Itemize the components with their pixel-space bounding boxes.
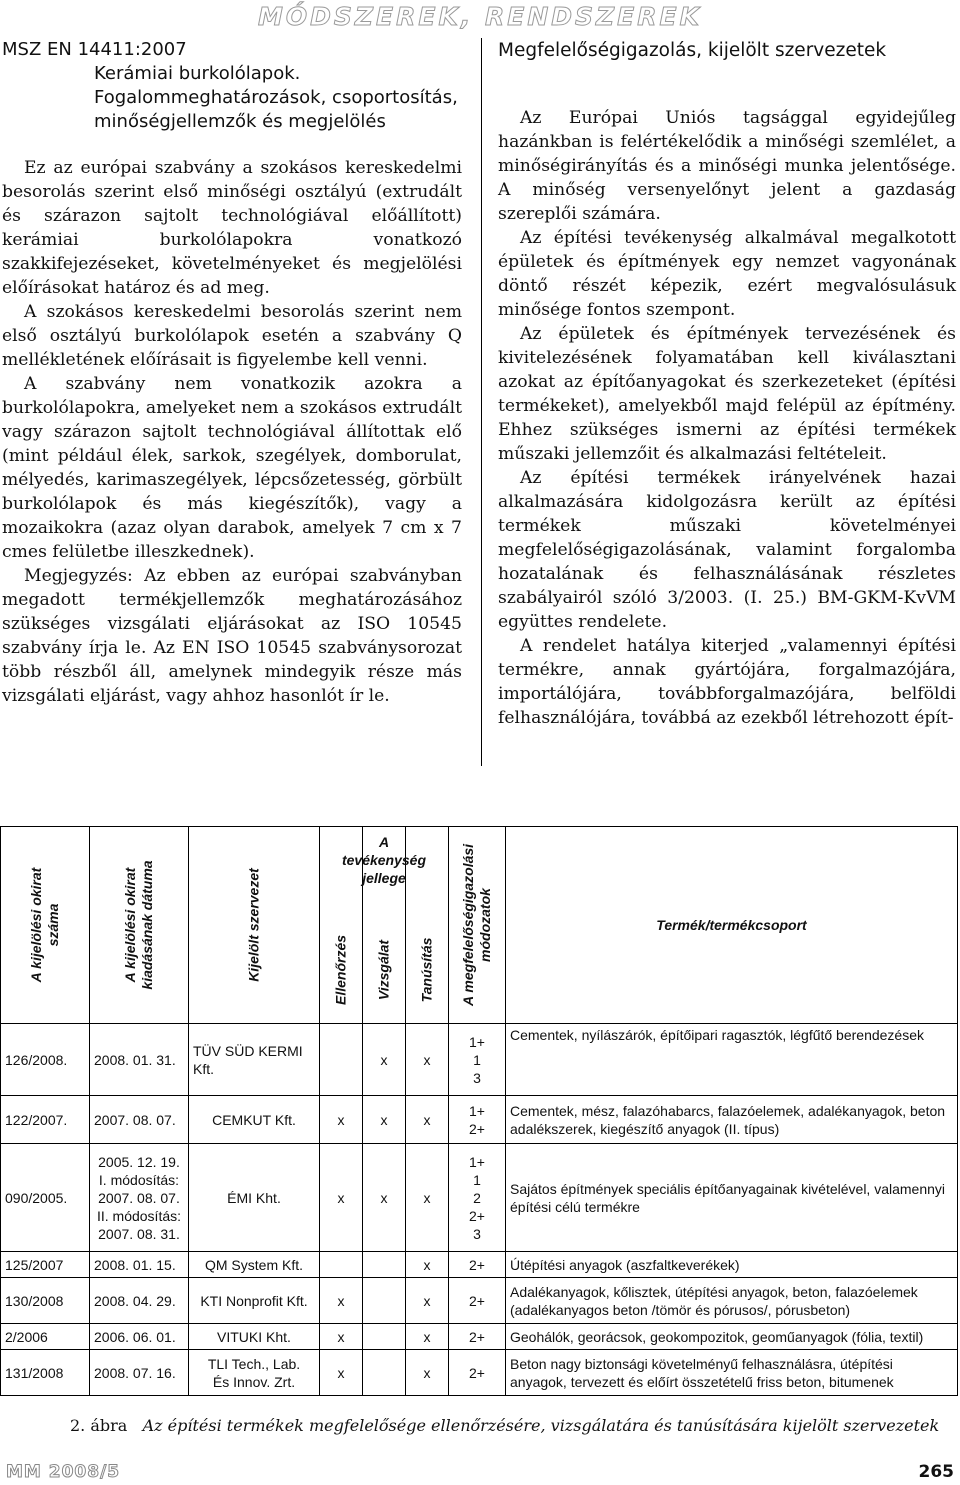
cell-modes: 1+ 1 2 2+ 3 [449,1144,506,1252]
caption-text: Az építési termékek megfelelősége ellenőrzésére, vizsgálatára és tanúsítására kijelölt szervezetek [142,1416,940,1435]
cell-inspection: x [320,1096,363,1144]
right-column [498,38,956,730]
cell-inspection: x [320,1350,363,1396]
cell-modes: 2+ [449,1278,506,1324]
right-paragraph-4: Az építési termékek irányelvének hazai alkalmazására kidolgozásra került az építési termékek műszaki követelményei megfelelőségigazolásának, valamint forgalomba hozatalának és felhasználásának részletes szabályairól szóló 3/2003. (I. 25.) BM-GKM-KvVM együttes rendelete. [498,468,956,632]
cell-testing [363,1278,406,1324]
cell-modes: 2+ [449,1252,506,1278]
cell-product: Cementek, mész, falazóhabarcs, falazóelemek, adalékanyagok, beton adalékszerek, kiegészítő anyagok (II. típus) [506,1096,958,1144]
header-modes: A megfelelőségigazolási módozatok [449,827,506,1024]
cell-modes: 1+ 1 3 [449,1024,506,1096]
cell-number: 131/2008 [1,1350,90,1396]
table-row [1,1024,958,1096]
cell-modes: 2+ [449,1324,506,1350]
left-paragraph-3: A szabvány nem vonatkozik azokra a burkolólapokra, amelyeket nem a szokásos extrudált vagy szárazon sajtolt technológiával állítottak elő (mint például élek, sarkok, szegélyek, domborulat, mélyedés, karimaszegélyek, lépcsőzetesség, görbült burkolólapok és más kiegészítők), vagy a mozaikokra (azaz olyan darabok, amelyek 7 cm x 7 cmes felületbe illeszkednek). [2,374,462,562]
notified-bodies-table [0,826,958,1396]
header-activity-group: A tevékenység jellege [341,834,427,886]
cell-date: 2008. 01. 31. [90,1024,189,1096]
header-date: A kijelölési okirat kiadásának dátuma [90,827,189,1024]
cell-testing: x [363,1024,406,1096]
table-row [1,1096,958,1144]
header-certification: Tanúsítás [406,827,449,1024]
cell-product: Cementek, nyílászárók, építőipari ragasztók, légfűtő berendezések [506,1024,958,1096]
cell-product: Geohálók, georácsok, geokompozitok, geoműanyagok (fólia, textil) [506,1324,958,1350]
cell-body: TÜV SÜD KERMI Kft. [189,1024,320,1096]
right-paragraph-5: A rendelet hatálya kiterjed „valamennyi építési termékre, annak gyártójára, forgalmazójára, importálójára, továbbforgalmazójára, belföldi felhasználójára, továbbá az ezekből létrehozott épít- [498,636,956,728]
cell-number: 2/2006 [1,1324,90,1350]
header-inspection: Ellenőrzés [320,827,363,1024]
cell-inspection: x [320,1144,363,1252]
left-column [2,38,462,708]
right-heading: Megfelelőségigazolás, kijelölt szervezetek [498,40,887,61]
cell-inspection [320,1252,363,1278]
cell-date: 2008. 01. 15. [90,1252,189,1278]
header-testing: A tevékenység jellege Vizsgálat [363,827,406,1024]
cell-certification: x [406,1278,449,1324]
table-row [1,1278,958,1324]
table-row [1,1350,958,1396]
caption-label: 2. ábra [70,1416,128,1435]
left-paragraph-4: Megjegyzés: Az ebben az európai szabványban megadott termékjellemzők meghatározásához szükséges vizsgálati eljárásokat az ISO 10545 szabvány írja le. Az EN ISO 10545 szabványsorozat több részből áll, amelynek mindegyik része más vizsgálati eljárást, vagy ahhoz hasonlót ír le. [2,566,462,706]
cell-certification: x [406,1324,449,1350]
header-product: Termék/termékcsoport [506,827,958,1024]
header-number: A kijelölési okirat száma [1,827,90,1024]
cell-date: 2008. 04. 29. [90,1278,189,1324]
journal-footer: MM 2008/5 [6,1462,121,1482]
cell-date: 2007. 08. 07. [90,1096,189,1144]
column-divider [481,38,482,766]
cell-date: 2006. 06. 01. [90,1324,189,1350]
table-header-row [1,827,958,1024]
table-row [1,1324,958,1350]
standard-title: Kerámiai burkolólapok. Fogalommeghatározások, csoportosítás, minőségjellemzők és megjelölés [94,63,458,132]
cell-body: VITUKI Kht. [189,1324,320,1350]
cell-number: 130/2008 [1,1278,90,1324]
cell-testing: x [363,1144,406,1252]
cell-testing [363,1324,406,1350]
cell-body: QM System Kft. [189,1252,320,1278]
cell-body: KTI Nonprofit Kft. [189,1278,320,1324]
cell-number: 126/2008. [1,1024,90,1096]
cell-inspection: x [320,1324,363,1350]
cell-certification: x [406,1252,449,1278]
page-number: 265 [918,1462,954,1482]
cell-number: 125/2007 [1,1252,90,1278]
cell-testing [363,1350,406,1396]
figure-caption [70,1416,939,1435]
cell-modes: 1+ 2+ [449,1096,506,1144]
right-paragraph-1: Az Európai Uniós tagsággal egyidejűleg hazánkban is felértékelődik a minőségi szemlélet, a minőségirányítás és a minőségi munka jelentősége. A minőség versenyelőnyt jelent a gazdaság szereplői számára. [498,108,956,224]
cell-body: ÉMI Kht. [189,1144,320,1252]
cell-number: 122/2007. [1,1096,90,1144]
cell-inspection [320,1024,363,1096]
cell-inspection: x [320,1278,363,1324]
cell-product: Beton nagy biztonsági követelményű felhasználásra, útépítési anyagok, tervezett és előírt összetételű friss beton, bitumenek [506,1350,958,1396]
cell-date: 2005. 12. 19. I. módosítás: 2007. 08. 07. II. módosítás: 2007. 08. 31. [90,1144,189,1252]
cell-certification: x [406,1096,449,1144]
cell-body: CEMKUT Kft. [189,1096,320,1144]
cell-testing [363,1252,406,1278]
cell-date: 2008. 07. 16. [90,1350,189,1396]
table-row [1,1252,958,1278]
section-header: MÓDSZEREK, RENDSZEREK [258,2,702,31]
left-paragraph-1: Ez az európai szabvány a szokásos kereskedelmi besorolás szerint első minőségi osztályú (extrudált és szárazon sajtolt technológiával előállított) kerámiai burkolólapokra vonatkozó szakkifejezéseket, követelményeket és megjelölési előírásokat határoz és ad meg. [2,158,462,298]
cell-certification: x [406,1144,449,1252]
cell-certification: x [406,1024,449,1096]
cell-modes: 2+ [449,1350,506,1396]
cell-testing: x [363,1096,406,1144]
table-row [1,1144,958,1252]
cell-number: 090/2005. [1,1144,90,1252]
left-paragraph-2: A szokásos kereskedelmi besorolás szerint nem első osztályú burkolólapok esetén a szabvány Q mellékletének előírásait is figyelembe kell venni. [2,302,462,370]
cell-product: Adalékanyagok, kőlisztek, útépítési anyagok, beton, falazóelemek (adalékanyagos beton /tömör és pórusos/, pórusbeton) [506,1278,958,1324]
cell-certification: x [406,1350,449,1396]
bodies-table-wrap [0,826,960,1390]
cell-product: Sajátos építmények speciális építőanyagainak kivételével, valamennyi építési célú termékre [506,1144,958,1252]
cell-product: Útépítési anyagok (aszfaltkeverékek) [506,1252,958,1278]
header-body: Kijelölt szervezet [189,827,320,1024]
right-paragraph-2: Az építési tevékenység alkalmával megalkotott épületek és építmények egy nemzet vagyonának döntő részét képezik, ezért megvalósulásuk minősége fontos szempont. [498,228,956,320]
cell-body: TLI Tech., Lab. És Innov. Zrt. [189,1350,320,1396]
right-paragraph-3: Az épületek és építmények tervezésének és kivitelezésének folyamatában kell kiválasztani azokat az építőanyagokat és szerkezeteket (építési termékeket), amelyekből majd felépül az építmény. Ehhez szükséges ismerni az építési termékek műszaki jellemzőit és alkalmazási feltételeit. [498,324,956,464]
standard-code: MSZ EN 14411:2007 [2,39,187,60]
